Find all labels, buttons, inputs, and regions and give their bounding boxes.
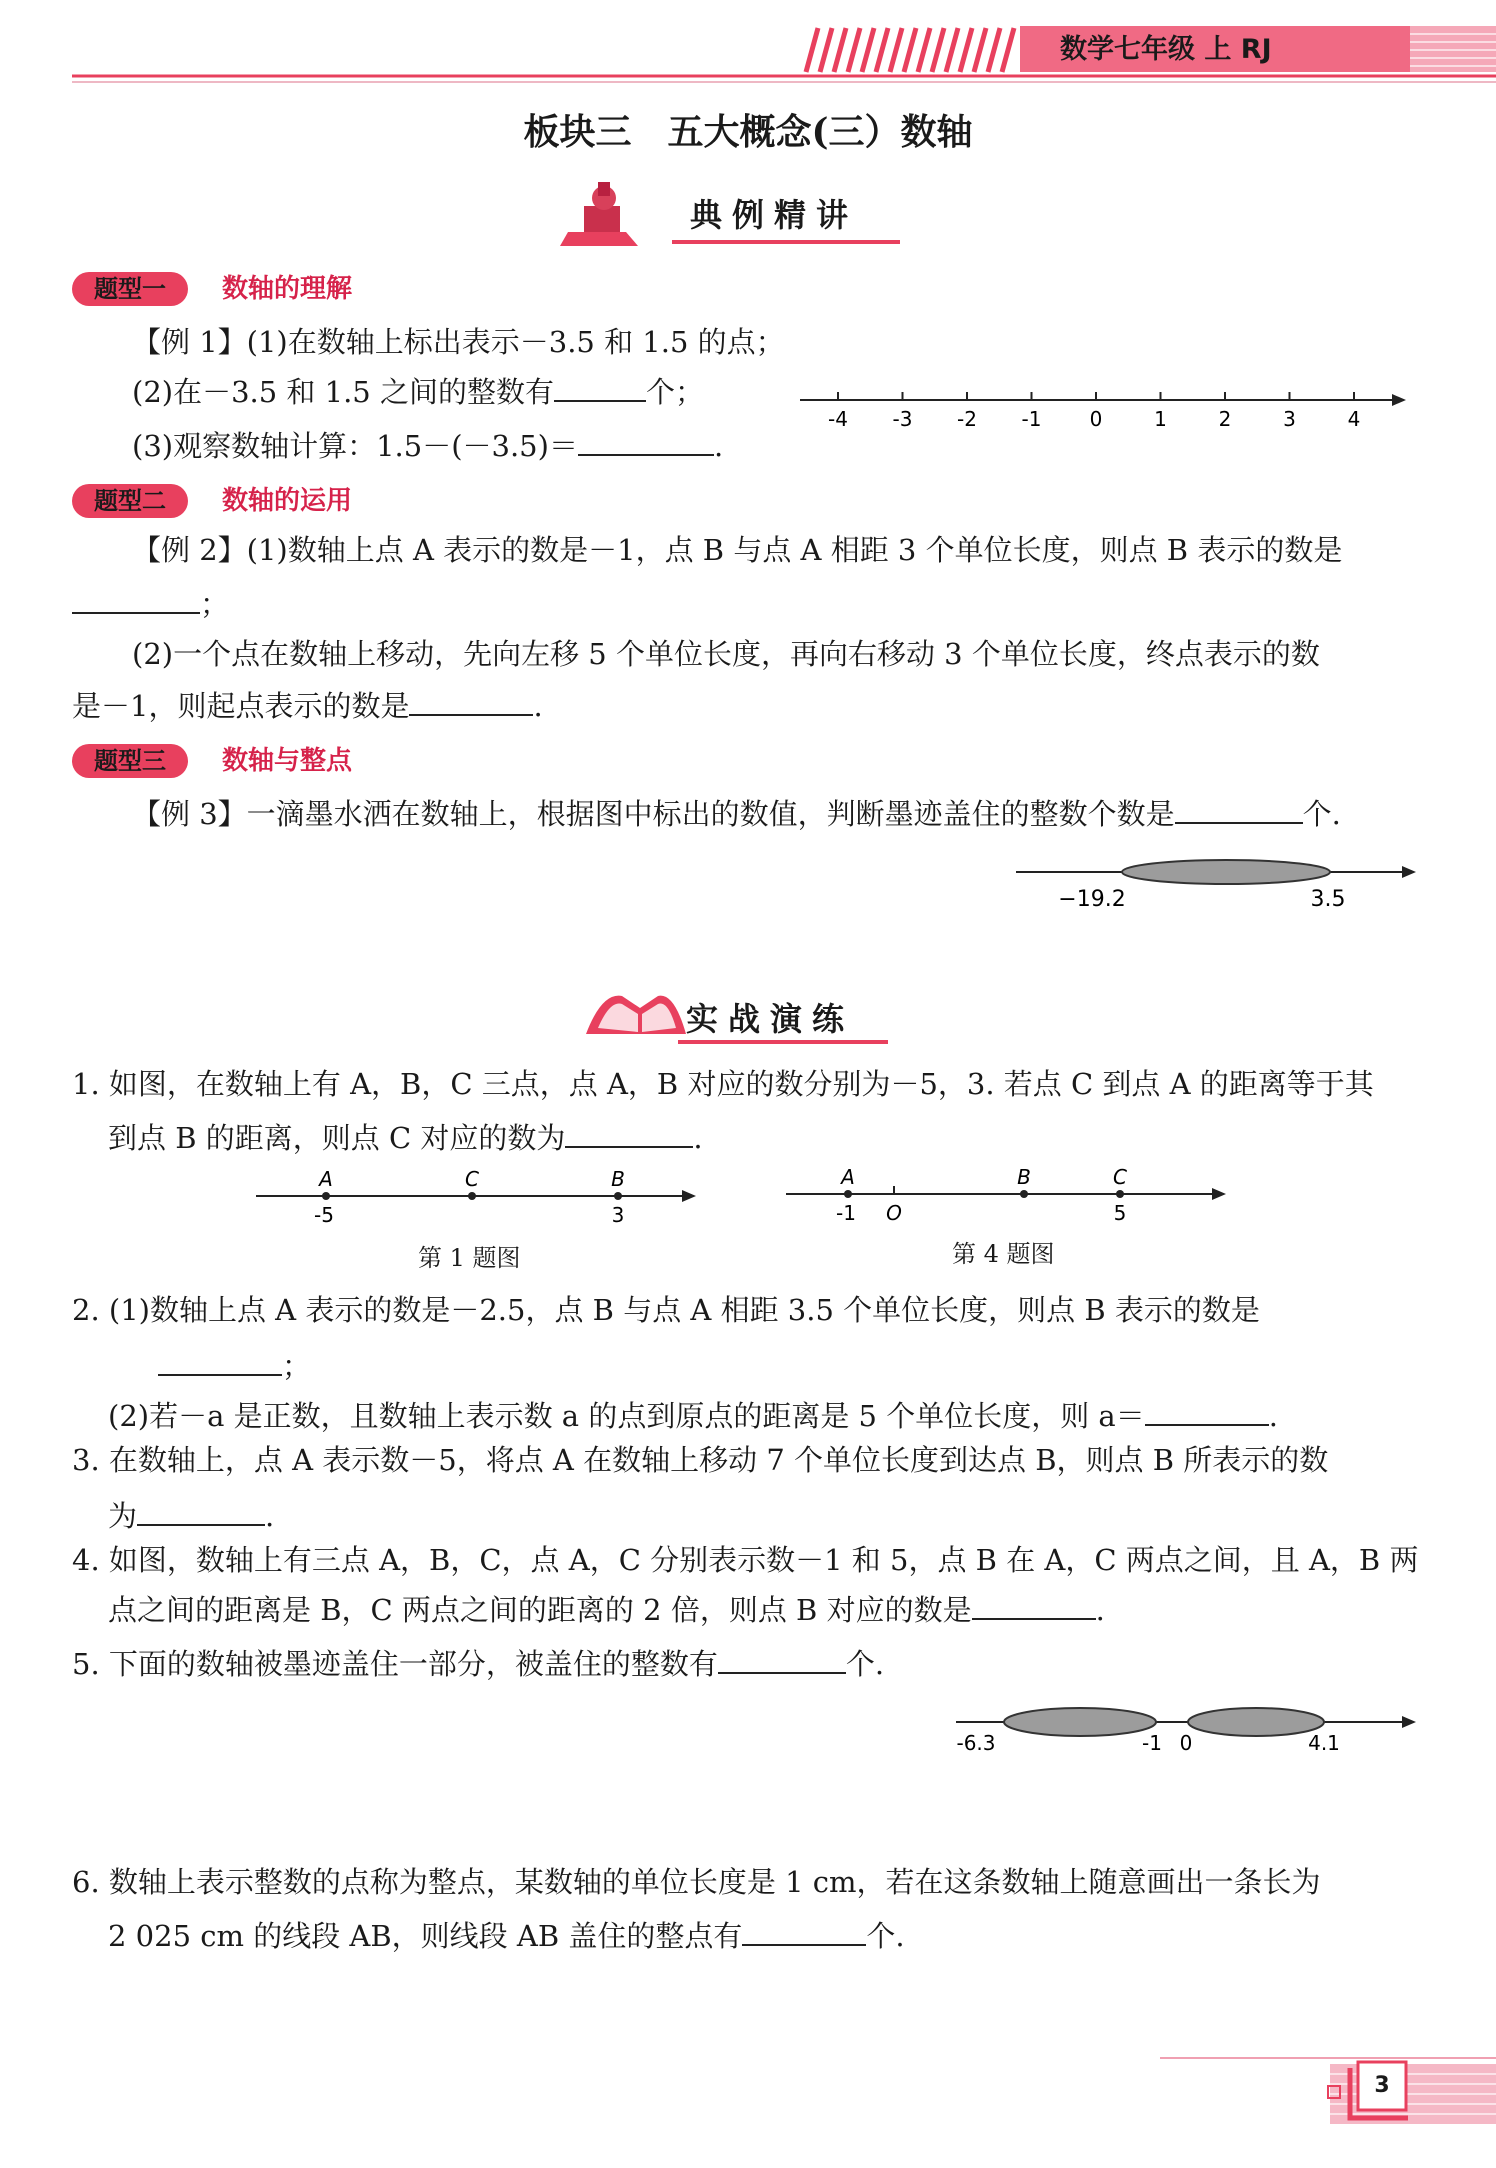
axis1-tick-label: -2 xyxy=(957,407,977,431)
axis1-tick-label: 0 xyxy=(1089,407,1103,431)
fig4-point-a: A xyxy=(841,1165,855,1189)
fig1-point-a: A xyxy=(319,1167,333,1191)
q2-line2: ； xyxy=(158,1346,311,1386)
type-title-3: 数轴与整点 xyxy=(222,746,353,776)
axis1-ticks xyxy=(828,392,1360,431)
page-title: 板块三 五大概念(三）数轴 xyxy=(523,111,973,153)
type-title-2: 数轴的运用 xyxy=(222,486,353,516)
fig4-origin: O xyxy=(886,1201,902,1224)
section-title-examples: 典例精讲 xyxy=(690,196,859,234)
fig4-value: -1 xyxy=(836,1201,856,1224)
axis3-label: 3.5 xyxy=(1310,887,1346,912)
fig1-caption: 第 1 题图 xyxy=(418,1244,521,1272)
ink-blot xyxy=(1122,860,1330,884)
axis1-tick-label: -1 xyxy=(1021,407,1042,431)
page-number: 3 xyxy=(1374,2073,1390,2098)
example1-line2: (2)在－3.5 和 1.5 之间的整数有 个； xyxy=(132,372,704,412)
type-badge-1: 题型一 xyxy=(72,272,188,306)
example1-line3: (3)观察数轴计算：1.5－(－3.5)＝ . xyxy=(132,426,723,466)
q4-line1: 4. 如图，数轴上有三点 A，B，C，点 A，C 分别表示数－1 和 5，点 B 在 A，C 两点之间，且 A，B 两 xyxy=(72,1543,1419,1577)
example1-line1: 【例 1】(1)在数轴上标出表示－3.5 和 1.5 的点； xyxy=(132,325,785,359)
type-title-1: 数轴的理解 xyxy=(222,274,353,304)
axis5-label: 0 xyxy=(1179,1731,1193,1755)
q3-line2: 为 . xyxy=(108,1496,274,1536)
fig1-value: -5 xyxy=(314,1203,334,1226)
axis1-tick-label: 3 xyxy=(1283,407,1296,431)
fig4-point-b: B xyxy=(1017,1165,1031,1189)
q2-line1: 2. (1)数轴上点 A 表示的数是－2.5，点 B 与点 A 相距 3.5 个单位长度，则点 B 表示的数是 xyxy=(72,1293,1260,1327)
q4-line2: 点之间的距离是 B，C 两点之间的距离的 2 倍，则点 B 对应的数是 . xyxy=(108,1590,1105,1630)
axis1-tick-label: 2 xyxy=(1218,407,1232,431)
figure-q4 xyxy=(780,1164,1240,1224)
type-badge-3: 题型三 xyxy=(72,744,188,778)
fig4-value: 5 xyxy=(1113,1201,1127,1224)
figure-q1 xyxy=(250,1166,710,1226)
axis1-tick-label: -4 xyxy=(828,407,848,431)
q6-line1: 6. 数轴上表示整数的点称为整点，某数轴的单位长度是 1 cm，若在这条数轴上随意画出一条长为 xyxy=(72,1865,1321,1899)
example3-line1: 【例 3】一滴墨水洒在数轴上，根据图中标出的数值，判断墨迹盖住的整数个数是 个. xyxy=(132,794,1341,834)
axis3-label: −19.2 xyxy=(1058,887,1126,912)
fig4-point-c: C xyxy=(1113,1165,1127,1189)
book-label: 数学七年级 上 RJ xyxy=(1060,34,1272,65)
number-line-ink-3 xyxy=(1010,850,1420,920)
footer-deco xyxy=(1160,2040,1496,2168)
ink-blot-left xyxy=(1004,1708,1156,1736)
type-badge-2: 题型二 xyxy=(72,484,188,518)
ink-blot-right xyxy=(1188,1708,1324,1736)
fig1-value: 3 xyxy=(611,1203,625,1226)
example2-line4: 是－1，则起点表示的数是 . xyxy=(72,686,543,726)
q2-line3: (2)若－a 是正数，且数轴上表示数 a 的点到原点的距离是 5 个单位长度，则 a＝ . xyxy=(108,1396,1278,1436)
axis5-label: -1 xyxy=(1142,1731,1162,1755)
q5-line1: 5. 下面的数轴被墨迹盖住一部分，被盖住的整数有 个. xyxy=(72,1644,884,1684)
q1-line2: 到点 B 的距离，则点 C 对应的数为 . xyxy=(108,1118,703,1158)
q6-line2: 2 025 cm 的线段 AB，则线段 AB 盖住的整点有 个. xyxy=(108,1916,905,1956)
q1-line1: 1. 如图，在数轴上有 A，B，C 三点，点 A，B 对应的数分别为－5，3. 若点 C 到点 A 的距离等于其 xyxy=(72,1067,1374,1101)
number-line-1 xyxy=(790,380,1410,440)
example2-line3: (2)一个点在数轴上移动，先向左移 5 个单位长度，再向右移动 3 个单位长度，终点表示的数 xyxy=(132,637,1320,671)
axis5-label: -6.3 xyxy=(956,1731,996,1755)
axis5-label: 4.1 xyxy=(1308,1731,1340,1755)
fig1-point-b: B xyxy=(611,1167,625,1191)
number-line-ink-5 xyxy=(950,1700,1420,1760)
q3-line1: 3. 在数轴上，点 A 表示数－5，将点 A 在数轴上移动 7 个单位长度到达点 B，则点 B 所表示的数 xyxy=(72,1443,1329,1477)
axis1-tick-label: 1 xyxy=(1154,407,1167,431)
example2-line1: 【例 2】(1)数轴上点 A 表示的数是－1，点 B 与点 A 相距 3 个单位长度，则点 B 表示的数是 xyxy=(132,533,1343,567)
fig4-caption: 第 4 题图 xyxy=(952,1240,1055,1268)
example2-line2: ； xyxy=(72,584,229,624)
fig1-point-c: C xyxy=(465,1167,479,1191)
axis1-tick-label: -3 xyxy=(892,407,913,431)
section-title-practice: 实战演练 xyxy=(686,1000,855,1038)
axis1-tick-label: 4 xyxy=(1347,407,1361,431)
